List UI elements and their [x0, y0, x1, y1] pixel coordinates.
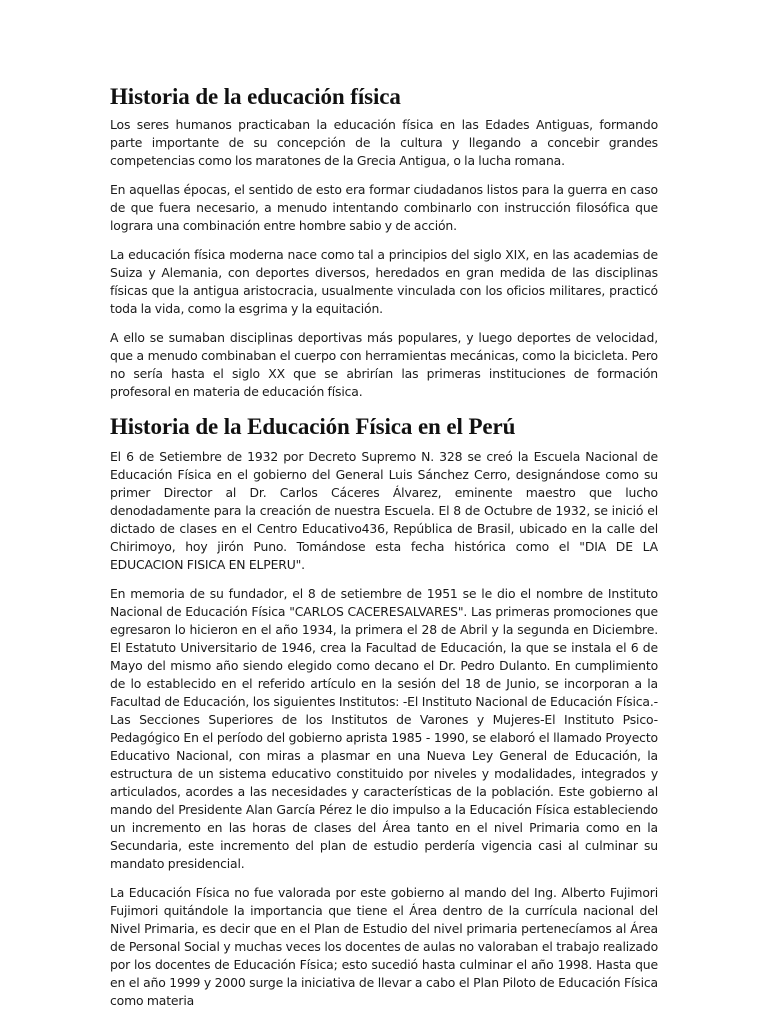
- paragraph-gobierno-fujimori: La Educación Física no fue valorada por este gobierno al mando del Ing. Alberto Fujimori Fujimori quitándole la importancia que tiene el Área dentro de la currícula nacional del Nivel Primaria, es decir que en el Plan de Estudio del nivel primaria pertenecíamos al Área de Personal Social y muchas veces los docentes de aulas no valoraban el trabajo realizado por los docentes de Educación Física; esto sucedió hasta culminar el año 1998. Hasta que en el año 1999 y 2000 surge la iniciativa de llevar a cabo el Plan Piloto de Educación Física como materia: [110, 885, 658, 1008]
- section-title-historia-educacion-fisica: Historia de la educación física: [110, 84, 401, 109]
- paragraph-instituto-nacional-1951: En memoria de su fundador, el 8 de setiembre de 1951 se le dio el nombre de Instituto Nacional de Educación Física "CARLOS CACERESALVARES". Las primeras promociones que egresaron lo hicieron en el año 1934, la primera el 28 de Abril y la segunda en Diciembre. El Estatuto Universitario de 1946, crea la Facultad de Educación, la que se instala el 6 de Mayo del mismo año siendo elegido como decano el Dr. Pedro Dulanto. En cumplimiento de lo establecido en el referido artículo en la sesión del 18 de Junio, se incorporan a la Facultad de Educación, los siguientes Institutos: -El Instituto Nacional de Educación Física.-Las Secciones Superiores de los Institutos de Varones y Mujeres-El Instituto Psico-Pedagógico En el período del gobierno aprista 1985 - 1990, se elaboró el llamado Proyecto Educativo Nacional, con miras a plasmar en una Nueva Ley General de Educación, la estructura de un sistema educativo constituido por niveles y modalidades, integrados y articulados, acordes a las necesidades y características de la población. Este gobierno al mando del Presidente Alan García Pérez le dio impulso a la Educación Física estableciendo un incremento en las horas de clases del Área tanto en el nivel Primaria como en la Secundaria, este incremento del plan de estudio perdería vigencia casi al culminar su mandato presidencial.: [110, 586, 658, 871]
- section-title-educacion-fisica-peru: Historia de la Educación Física en el Perú: [110, 414, 516, 439]
- paragraph-aquellas-epocas: En aquellas épocas, el sentido de esto era formar ciudadanos listos para la guerra en caso de que fuera necesario, a menudo intentando combinarlo con instrucción filosófica que lograra una combinación entre hombre sabio y de acción.: [110, 182, 658, 233]
- paragraph-educacion-moderna: La educación física moderna nace como tal a principios del siglo XIX, en las academias de Suiza y Alemania, con deportes diversos, heredados en gran medida de las disciplinas físicas que la antigua aristocracia, usualmente vinculada con los oficios militares, practicó toda la vida, como la esgrima y la equitación.: [110, 247, 658, 316]
- paragraph-disciplinas-populares: A ello se sumaban disciplinas deportivas más populares, y luego deportes de velocidad, que a menudo combinaban el cuerpo con herramientas mecánicas, como la bicicleta. Pero no sería hasta el siglo XX que se abrirían las primeras instituciones de formación profesoral en materia de educación física.: [110, 330, 658, 399]
- paragraph-edades-antiguas: Los seres humanos practicaban la educación física en las Edades Antiguas, formando parte importante de su concepción de la cultura y llegando a concebir grandes competencias como los maratones de la Grecia Antigua, o la lucha romana.: [110, 117, 658, 168]
- document-page: [110, 82, 658, 1021]
- paragraph-escuela-nacional-1932: El 6 de Setiembre de 1932 por Decreto Supremo N. 328 se creó la Escuela Nacional de Educación Física en el gobierno del General Luis Sánchez Cerro, designándose como su primer Director al Dr. Carlos Cáceres Álvarez, eminente maestro que lucho denodadamente para la creación de nuestra Escuela. El 8 de Octubre de 1932, se inició el dictado de clases en el Centro Educativo436, República de Brasil, ubicado en la calle del Chirimoyo, hoy jirón Puno. Tomándose esta fecha histórica como el "DIA DE LA EDUCACION FISICA EN ELPERU".: [110, 449, 658, 572]
